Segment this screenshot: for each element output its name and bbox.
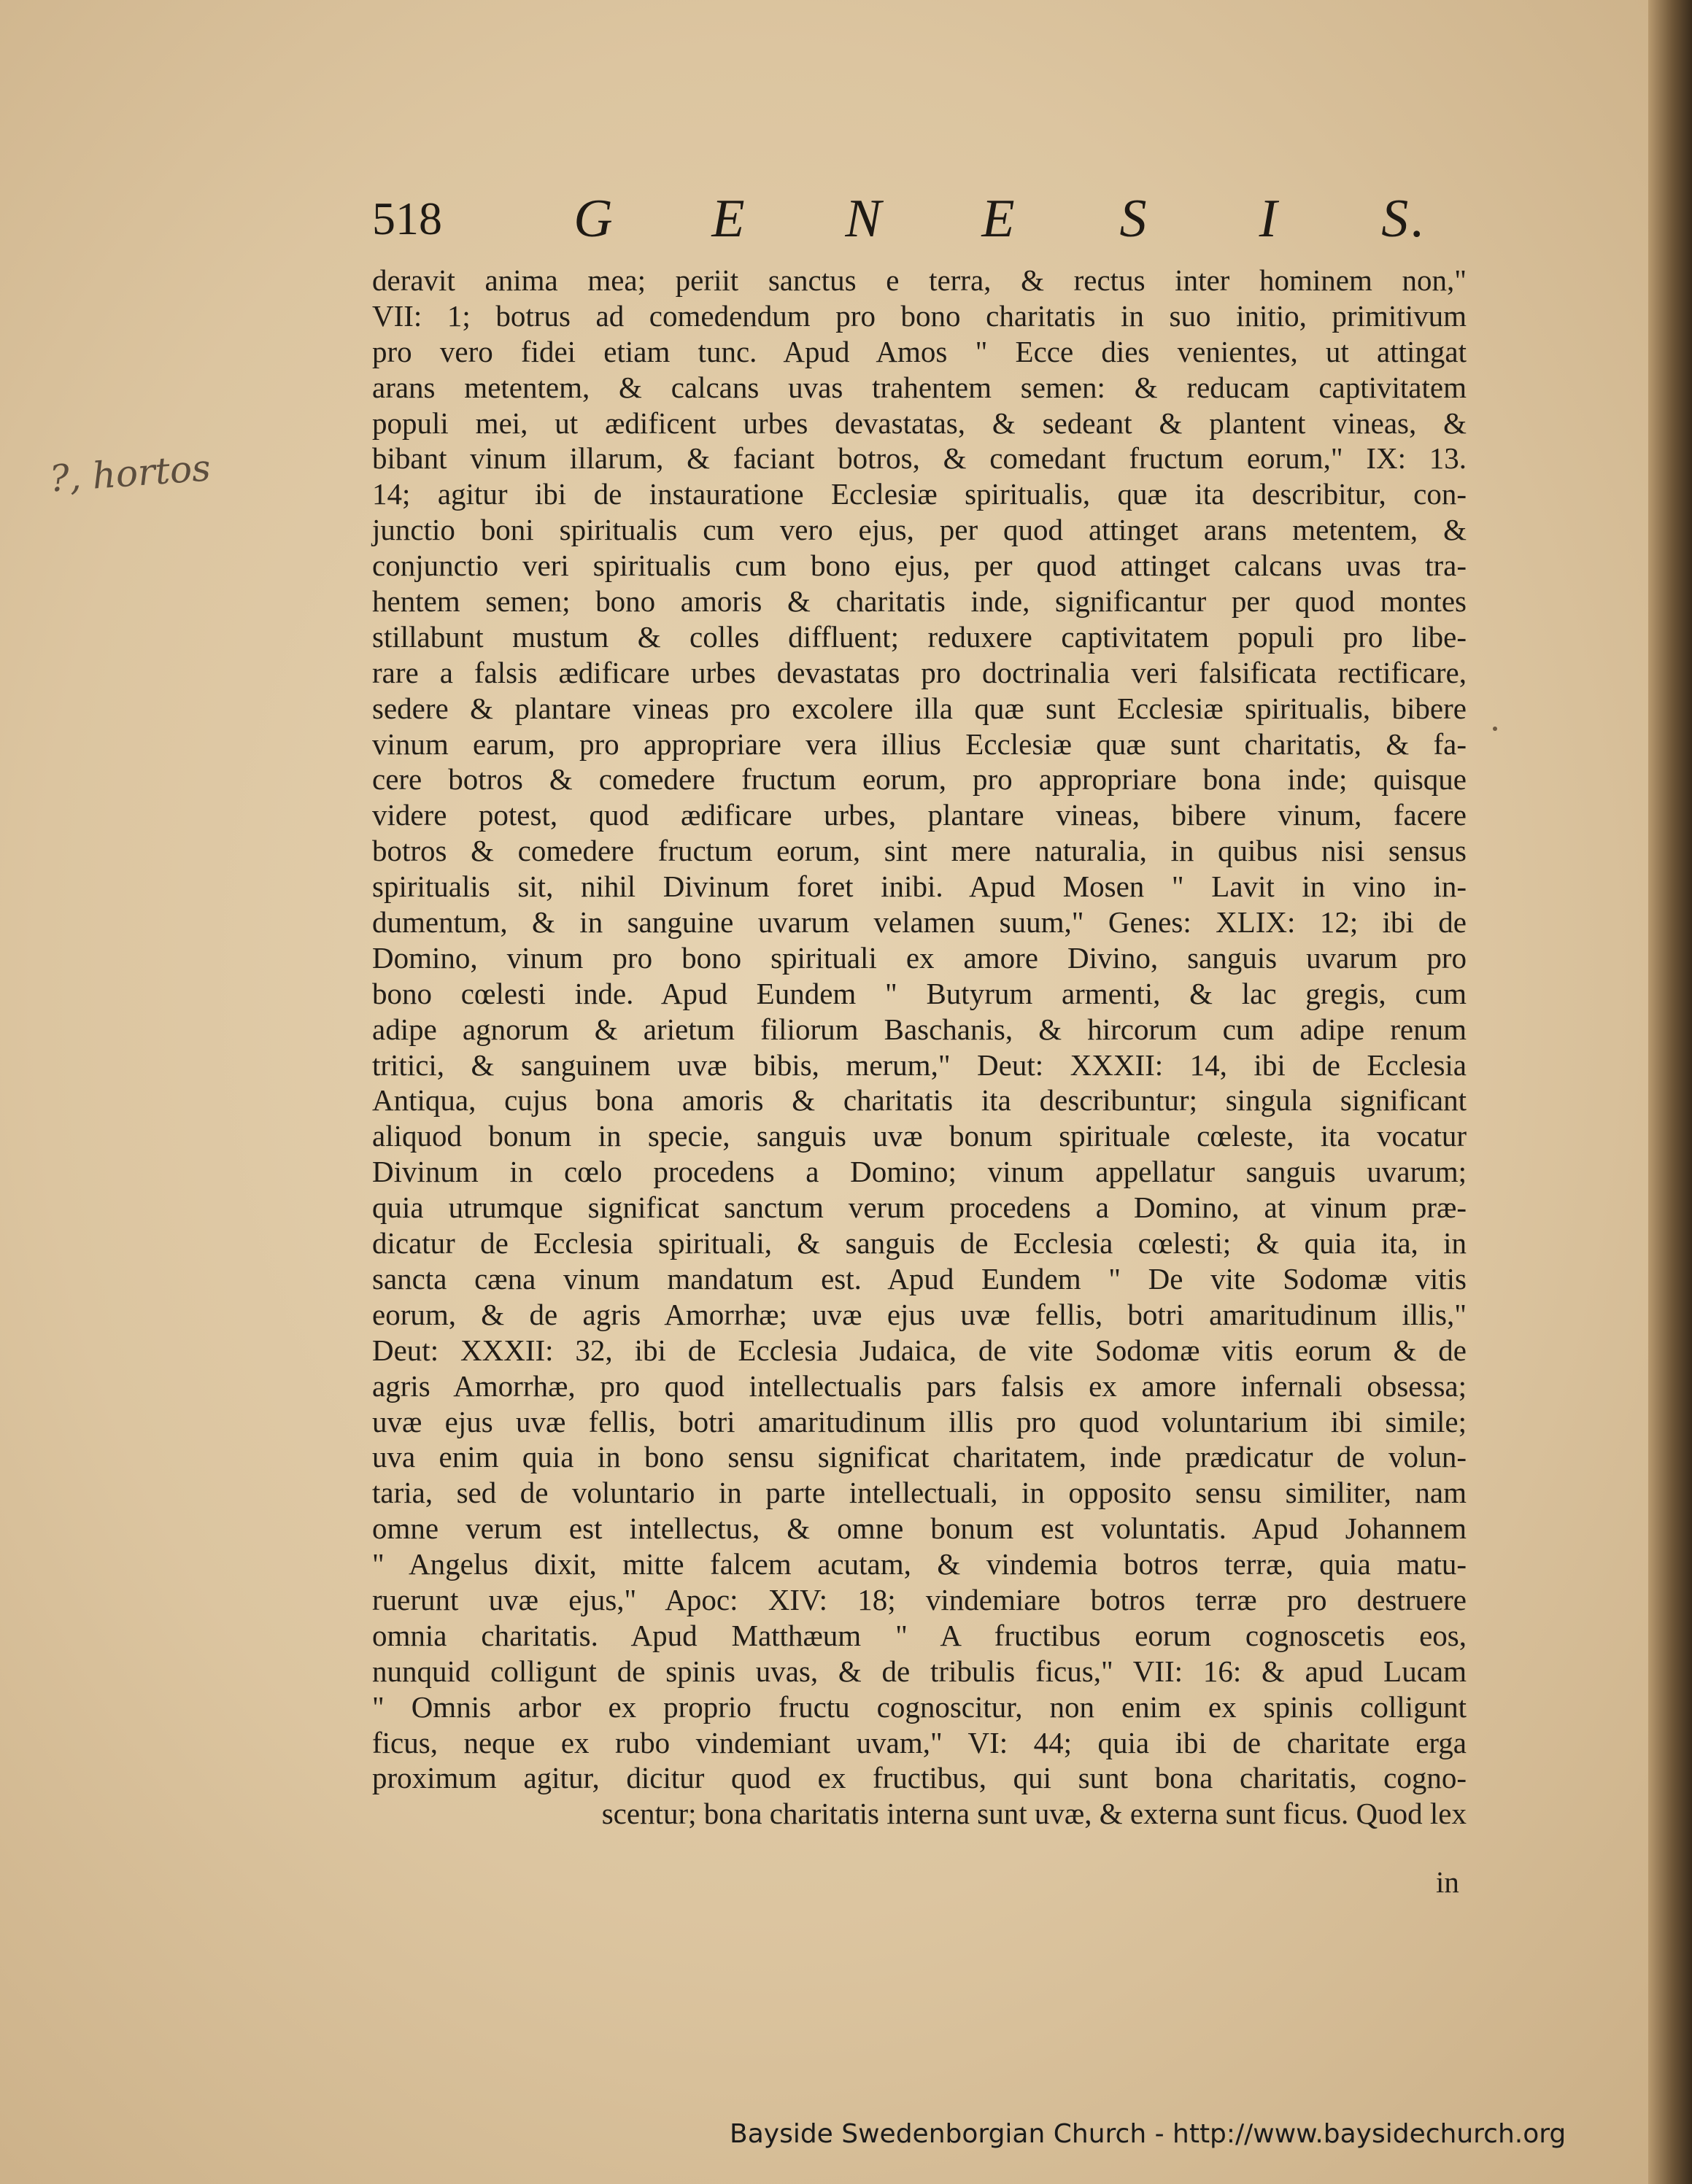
text-line: conjunctio veri spiritualis cum bono ejus, per quod attinget calcans uvas tra- <box>372 549 1467 583</box>
title-letter: E <box>711 189 748 249</box>
text-line: uvæ ejus uvæ fellis, botri amaritudinum illis pro quod voluntarium ibi simile; <box>372 1404 1467 1438</box>
text-line: arans metentem, & calcans uvas trahentem semen: & reducam captivitatem <box>372 370 1467 404</box>
page-edge-shadow <box>1648 0 1692 2184</box>
text-line: videre potest, quod ædificare urbes, plantare vineas, bibere vinum, facere <box>372 798 1467 832</box>
text-line: aliquod bonum in specie, sanguis uvæ bonum spirituale cœleste, ita vocatur <box>372 1119 1467 1153</box>
text-line: stillabunt mustum & colles diffluent; reduxere captivitatem populi pro libe- <box>372 619 1467 654</box>
running-header <box>372 182 1452 255</box>
ink-speck <box>1493 727 1497 731</box>
text-line: agris Amorrhæ, pro quod intellectualis pars falsis ex amore infernali obsessa; <box>372 1368 1467 1403</box>
text-line: tritici, & sanguinem uvæ bibis, merum," Deut: XXXII: 14, ibi de Ecclesia <box>372 1048 1467 1082</box>
title-letter: S. <box>1381 189 1428 249</box>
title-letter: I <box>1259 189 1280 249</box>
title-letter: S <box>1119 189 1150 249</box>
text-line: ficus, neque ex rubo vindemiant uvam," VI: 44; quia ibi de charitate erga <box>372 1725 1467 1759</box>
text-line: uva enim quia in bono sensu significat charitatem, inde prædicatur de volun- <box>372 1440 1467 1474</box>
text-line: taria, sed de voluntario in parte intellectuali, in opposito sensu similiter, nam <box>372 1476 1467 1510</box>
text-line: sancta cæna vinum mandatum est. Apud Eundem " De vite Sodomæ vitis <box>372 1261 1467 1296</box>
page-number: 518 <box>372 193 442 244</box>
title-letter: N <box>845 189 884 249</box>
title-letter: E <box>981 189 1018 249</box>
text-line: omnia charitatis. Apud Matthæum " A fructibus eorum cognoscetis eos, <box>372 1618 1467 1652</box>
text-line: eorum, & de agris Amorrhæ; uvæ ejus uvæ fellis, botri amaritudinum illis," <box>372 1297 1467 1331</box>
footer-credit: Bayside Swedenborgian Church - http://www.baysidechurch.org <box>730 2119 1567 2149</box>
text-line: scentur; bona charitatis interna sunt uvæ, & externa sunt ficus. Quod lex <box>601 1797 1467 1831</box>
catchword: in <box>1436 1865 1459 1899</box>
text-line: spiritualis sit, nihil Divinum foret inibi. Apud Mosen " Lavit in vino in- <box>372 870 1467 904</box>
text-line: dicatur de Ecclesia spirituali, & sanguis de Ecclesia cœlesti; & quia ita, in <box>372 1226 1467 1261</box>
text-line: adipe agnorum & arietum filiorum Baschanis, & hircorum cum adipe renum <box>372 1012 1467 1046</box>
text-line: botros & comedere fructum eorum, sint mere naturalia, in quibus nisi sensus <box>372 834 1467 868</box>
text-line: ruerunt uvæ ejus," Apoc: XIV: 18; vindemiare botros terræ pro destruere <box>372 1582 1467 1616</box>
running-title <box>569 182 1430 255</box>
text-line: junctio boni spiritualis cum vero ejus, per quod attinget arans metentem, & <box>372 513 1467 547</box>
body-text <box>372 263 1467 1832</box>
text-line: VII: 1; botrus ad comedendum pro bono charitatis in suo initio, primitivum <box>372 298 1467 333</box>
text-line: omne verum est intellectus, & omne bonum est voluntatis. Apud Johannem <box>372 1511 1467 1546</box>
text-line: cere botros & comedere fructum eorum, pro appropriare bona inde; quisque <box>372 762 1467 797</box>
text-line: hentem semen; bono amoris & charitatis inde, significantur per quod montes <box>372 584 1467 619</box>
text-line: populi mei, ut ædificent urbes devastatas, & sedeant & plantent vineas, & <box>372 406 1467 440</box>
text-line: bibant vinum illarum, & faciant botros, & comedant fructum eorum," IX: 13. <box>372 441 1467 476</box>
text-line: " Omnis arbor ex proprio fructu cognoscitur, non enim ex spinis colligunt <box>372 1689 1467 1724</box>
text-line: Domino, vinum pro bono spirituali ex amore Divino, sanguis uvarum pro <box>372 940 1467 975</box>
text-line: Deut: XXXII: 32, ibi de Ecclesia Judaica, de vite Sodomæ vitis eorum & de <box>372 1333 1467 1367</box>
text-line: proximum agitur, dicitur quod ex fructibus, qui sunt bona charitatis, cogno- <box>372 1761 1467 1795</box>
text-line: pro vero fidei etiam tunc. Apud Amos " Ecce dies venientes, ut attingat <box>372 334 1467 368</box>
text-line: bono cœlesti inde. Apud Eundem " Butyrum armenti, & lac gregis, cum <box>372 976 1467 1010</box>
title-letter: G <box>573 189 616 249</box>
handwritten-margin-note: ?, hortos <box>48 446 212 500</box>
text-line: Divinum in cœlo procedens a Domino; vinum appellatur sanguis uvarum; <box>372 1155 1467 1189</box>
text-line: Antiqua, cujus bona amoris & charitatis ita describuntur; singula significant <box>372 1083 1467 1118</box>
text-line: deravit anima mea; periit sanctus e terra, & rectus inter hominem non," <box>372 263 1467 297</box>
text-line: quia utrumque significat sanctum verum procedens a Domino, at vinum præ- <box>372 1190 1467 1225</box>
text-line: sedere & plantare vineas pro excolere illa quæ sunt Ecclesiæ spiritualis, bibere <box>372 691 1467 725</box>
text-line: vinum earum, pro appropriare vera illius Ecclesiæ quæ sunt charitatis, & fa- <box>372 727 1467 761</box>
text-line: nunquid colligunt de spinis uvas, & de tribulis ficus," VII: 16: & apud Lucam <box>372 1654 1467 1688</box>
text-line: " Angelus dixit, mitte falcem acutam, & vindemia botros terræ, quia matu- <box>372 1547 1467 1581</box>
text-line: rare a falsis ædificare urbes devastatas pro doctrinalia veri falsificata rectificare, <box>372 655 1467 689</box>
text-line: 14; agitur ibi de instauratione Ecclesiæ spiritualis, quæ ita describitur, con- <box>372 477 1467 511</box>
text-line: dumentum, & in sanguine uvarum velamen suum," Genes: XLIX: 12; ibi de <box>372 905 1467 940</box>
